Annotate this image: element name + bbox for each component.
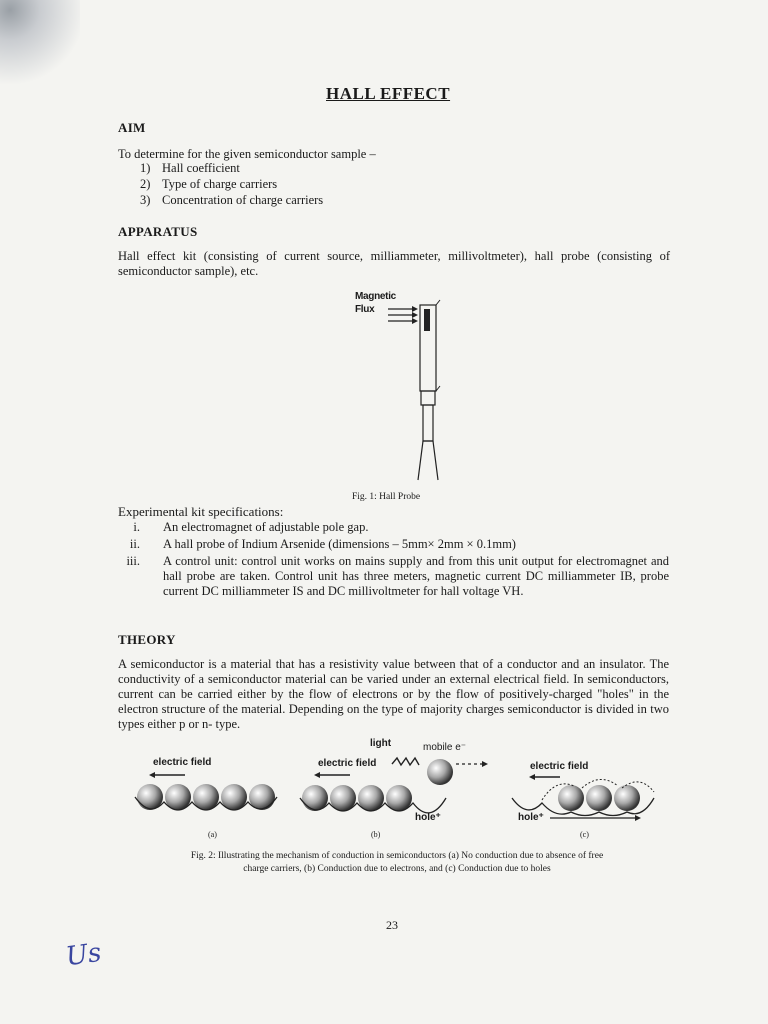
aim-item-num: 3) (140, 193, 151, 207)
light-label: light (370, 738, 392, 749)
aim-item-text: Hall coefficient (162, 161, 240, 175)
spec-item-2: A hall probe of Indium Arsenide (dimensions – 5mm× 2mm × 0.1mm) (163, 537, 516, 551)
spec-num-3: iii. (126, 554, 140, 568)
fig2-caption-line-2: charge carriers, (b) Conduction due to electrons, and (c) Conduction due to holes (243, 864, 551, 874)
fig2-caption (132, 850, 662, 876)
fig1-caption: Fig. 1: Hall Probe (352, 492, 421, 502)
flux-label: Flux (355, 304, 375, 315)
handwritten-mark: Us (64, 937, 104, 973)
conduction-diagram (130, 740, 670, 830)
sub-label-c: (c) (580, 830, 589, 839)
aim-item-num: 1) (140, 161, 151, 175)
magnetic-label: Magnetic (355, 291, 396, 302)
hall-probe-diagram (380, 295, 500, 495)
aim-item-text: Concentration of charge carriers (162, 193, 324, 207)
aim-item-1 (140, 161, 240, 176)
spec-num-2: ii. (129, 537, 140, 551)
page-corner-shadow (0, 0, 80, 90)
aim-item-num: 2) (140, 177, 151, 191)
apparatus-text: Hall effect kit (consisting of current source, milliammeter, millivoltmeter), hall probe (consisting of semiconductor sample), etc. (118, 249, 670, 278)
spec-item-1: An electromagnet of adjustable pole gap. (163, 520, 369, 534)
aim-item-3 (140, 193, 323, 208)
aim-heading: AIM (118, 120, 146, 135)
mobile-electron-label: mobile e⁻ (423, 742, 467, 753)
sub-label-b: (b) (371, 830, 381, 839)
specs-heading: Experimental kit specifications: (118, 504, 284, 519)
aim-item-text: Type of charge carriers (162, 177, 278, 191)
page-title: HALL EFFECT (326, 84, 451, 103)
sub-label-a: (a) (208, 830, 217, 839)
electric-field-label-c: electric field (530, 761, 589, 772)
aim-intro: To determine for the given semiconductor sample – (118, 147, 376, 161)
fig2-caption-line-1: Fig. 2: Illustrating the mechanism of conduction in semiconductors (a) No conduction due to absence of free (190, 851, 604, 861)
hole-label-c: hole⁺ (518, 812, 544, 823)
panel-a (135, 772, 277, 810)
electric-field-label-b: electric field (318, 758, 377, 769)
theory-text: A semiconductor is a material that has a resistivity value between that of a conductor and an insulator. The conductivity of a semiconductor material can be varied under an external electrical field. In semiconductors, current can be carried either by the flow of electrons or by the flow of positively-charged "holes" in the electron structure of the material. Depending on the type of majority charges semiconductor is divided in two types either p or n- type. (118, 657, 669, 731)
spec-item-3: A control unit: control unit works on mains supply and from this unit output for electromagnet and hall probe are taken. Control unit has three meters, magnetic current DC milliammeter IB, probe current DC milliammeter IS and DC millivoltmeter for hall voltage VH. (163, 554, 669, 598)
aim-item-2 (140, 177, 277, 192)
electric-field-label-a: electric field (153, 757, 212, 768)
page-number: 23 (386, 918, 398, 932)
hole-label-b: hole⁺ (415, 812, 441, 823)
spec-num-1: i. (133, 520, 140, 534)
theory-heading: THEORY (118, 632, 176, 647)
apparatus-heading: APPARATUS (118, 224, 198, 239)
